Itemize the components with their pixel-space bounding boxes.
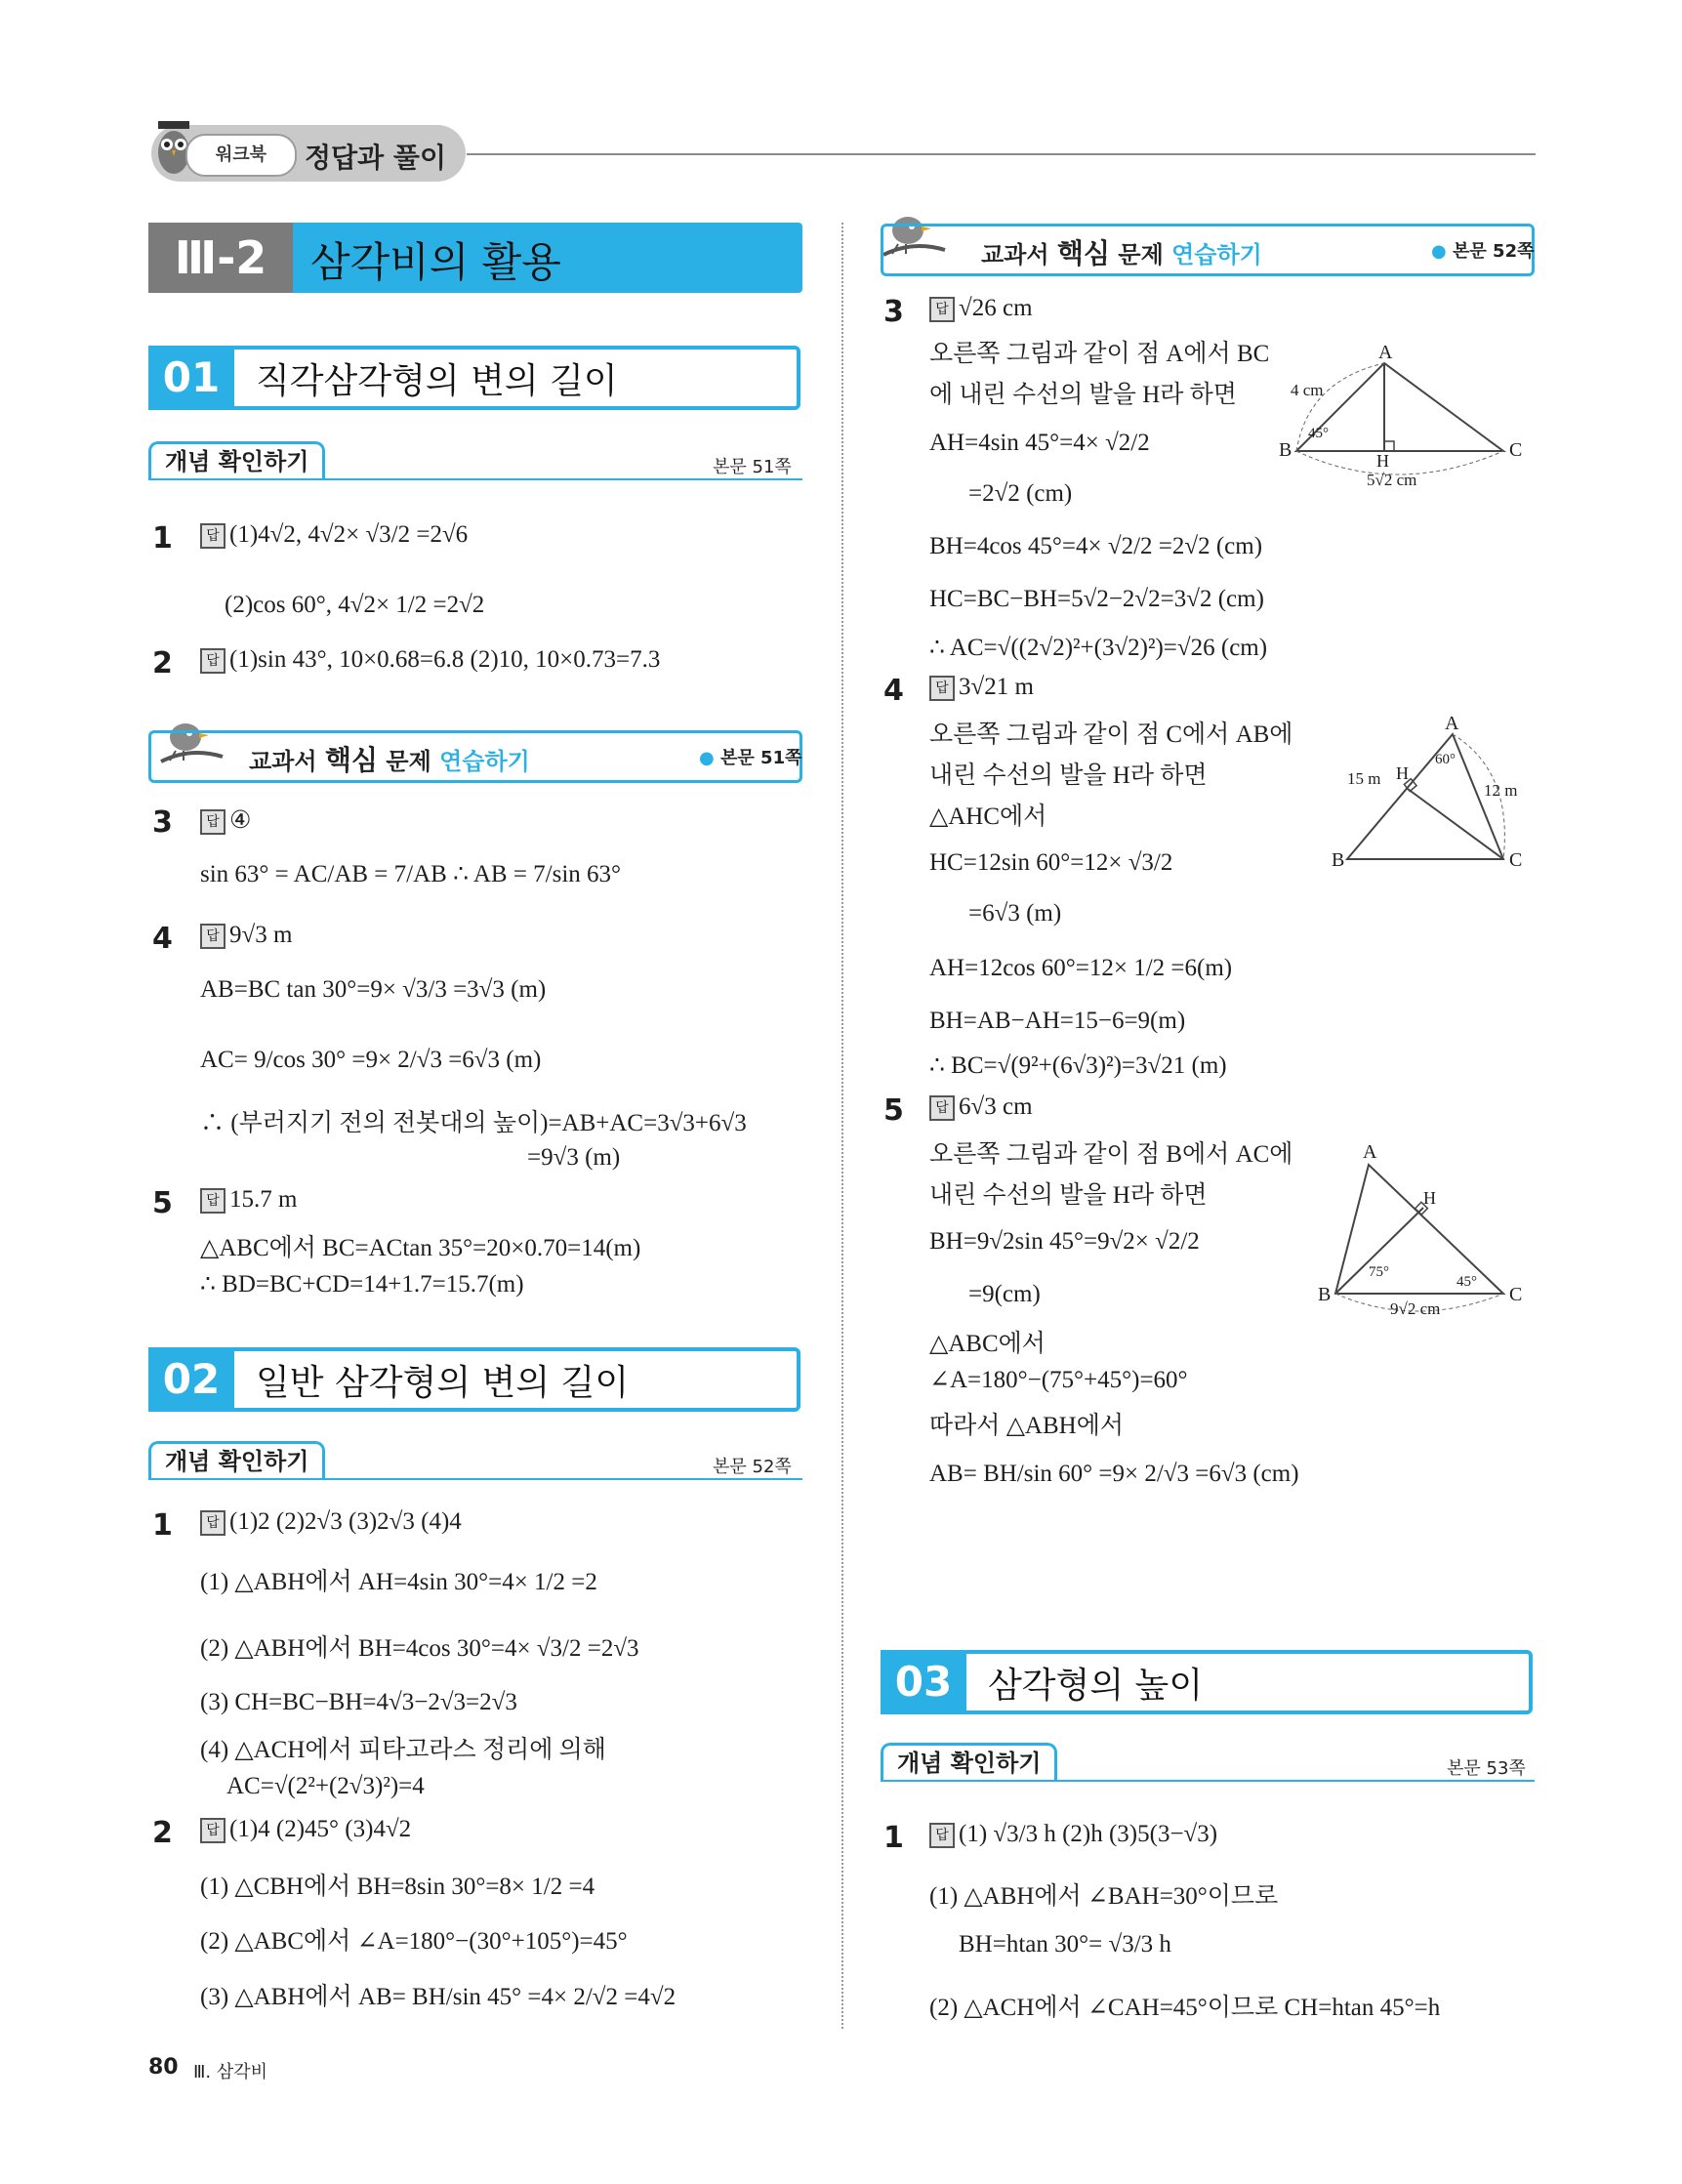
section-02-title: 일반 삼각형의 변의 길이 bbox=[256, 1363, 630, 1403]
solution-line: 오른쪽 그림과 같이 점 C에서 AB에 bbox=[929, 721, 1293, 748]
solution-line: AC= 9/cos 30° =9× 2/√3 =6√3 (m) bbox=[200, 1047, 542, 1073]
solution-line: △ABC에서 bbox=[929, 1331, 1046, 1357]
solution-line: 오른쪽 그림과 같이 점 A에서 BC bbox=[929, 341, 1270, 367]
answer-icon: 답 bbox=[929, 676, 955, 701]
section-03-title: 삼각형의 높이 bbox=[988, 1666, 1204, 1706]
page-ref-3: 본문 53쪽 bbox=[1447, 1758, 1526, 1779]
answer-icon: 답 bbox=[200, 1510, 226, 1536]
solution-line: (1) △ABH에서 AH=4sin 30°=4× 1/2 =2 bbox=[200, 1569, 597, 1595]
answer-line: 답 6√3 cm bbox=[929, 1093, 1033, 1121]
section-02-number: 02 bbox=[148, 1347, 234, 1412]
solution-line: 따라서 △ABH에서 bbox=[929, 1413, 1125, 1439]
solution-line: △ABC에서 BC=ACtan 35°=20×0.70=14(m) bbox=[200, 1235, 641, 1261]
solution-line: AH=4sin 45°=4× √2/2 bbox=[929, 430, 1150, 456]
answer-icon: 답 bbox=[200, 523, 226, 549]
solution-line: HC=BC−BH=5√2−2√2=3√2 (cm) bbox=[929, 586, 1264, 612]
solution-line: ∴ BC=√(9²+(6√3)²)=3√21 (m) bbox=[929, 1052, 1227, 1079]
problem-number: 3 bbox=[152, 805, 173, 840]
practice-ref-1: ● 본문 51쪽 bbox=[699, 748, 802, 768]
solution-line: sin 63° = AC/AB = 7/AB ∴ AB = 7/sin 63° bbox=[200, 861, 622, 887]
practice-title-1: 교과서 핵심 문제 연습하기 bbox=[249, 744, 530, 776]
section-03-box bbox=[881, 1650, 1533, 1714]
column-divider bbox=[841, 223, 843, 2029]
chapter-label: Ⅲ. 삼각비 bbox=[193, 2062, 268, 2082]
solution-line: ∴ BD=BC+CD=14+1.7=15.7(m) bbox=[200, 1271, 524, 1298]
problem-number: 5 bbox=[152, 1186, 173, 1220]
tab-rule-2 bbox=[148, 1478, 802, 1480]
solution-line: =6√3 (m) bbox=[968, 900, 1062, 927]
solution-line: (1) △ABH에서 ∠BAH=30°이므로 bbox=[929, 1883, 1279, 1910]
solution-line: AB=BC tan 30°=9× √3/3 =3√3 (m) bbox=[200, 976, 547, 1003]
solution-line: BH=9√2sin 45°=9√2× √2/2 bbox=[929, 1228, 1200, 1255]
solution-line: =9(cm) bbox=[968, 1281, 1041, 1307]
solution-line: =2√2 (cm) bbox=[968, 480, 1073, 507]
answer-icon: 답 bbox=[200, 648, 226, 674]
problem-number: 4 bbox=[152, 922, 173, 956]
unit-title: 삼각비의 활용 bbox=[310, 238, 561, 286]
solution-line: △AHC에서 bbox=[929, 804, 1047, 830]
answer-line: 답 (1)4√2, 4√2× √3/2 =2√6 bbox=[200, 521, 468, 549]
concept-tab-1: 개념 확인하기 bbox=[148, 441, 325, 479]
answer-line: 답 (1)sin 43°, 10×0.68=6.8 (2)10, 10×0.73=7.3 bbox=[200, 646, 660, 674]
solution-line: 오른쪽 그림과 같이 점 B에서 AC에 bbox=[929, 1141, 1293, 1168]
triangle-figure-4: A B C H 15 m 12 m 60° bbox=[1332, 713, 1523, 871]
unit-number: Ⅲ-2 bbox=[148, 223, 293, 293]
solution-line: 내린 수선의 발을 H라 하면 bbox=[929, 1182, 1208, 1209]
triangle-figure-3: A B C H 4 cm 45° 5√2 cm bbox=[1279, 342, 1523, 489]
page-number: 80 bbox=[148, 2055, 179, 2080]
problem-number: 1 bbox=[152, 521, 173, 556]
answer-icon: 답 bbox=[200, 1188, 226, 1214]
solution-line: AH=12cos 60°=12× 1/2 =6(m) bbox=[929, 955, 1233, 981]
solution-line: (2) △ABC에서 ∠A=180°−(30°+105°)=45° bbox=[200, 1928, 628, 1955]
triangle-figure-5: A B C H 75° 45° 9√2 cm bbox=[1318, 1141, 1523, 1318]
solution-line: (4) △ACH에서 피타고라스 정리에 의해 bbox=[200, 1737, 606, 1763]
solution-line: BH=AB−AH=15−6=9(m) bbox=[929, 1008, 1186, 1034]
problem-number: 3 bbox=[883, 295, 904, 329]
solution-line: HC=12sin 60°=12× √3/2 bbox=[929, 849, 1173, 876]
solution-line: (3) CH=BC−BH=4√3−2√3=2√3 bbox=[200, 1689, 517, 1715]
tab-rule-1 bbox=[148, 478, 802, 480]
solution-line: AC=√(2²+(2√3)²)=4 bbox=[226, 1773, 425, 1799]
solution-line: ∴ (부러지기 전의 전봇대의 높이)=AB+AC=3√3+6√3 bbox=[200, 1110, 747, 1136]
answer-line: 답 ④ bbox=[200, 805, 251, 835]
problem-number: 2 bbox=[152, 646, 173, 680]
solution-line: (2)cos 60°, 4√2× 1/2 =2√2 bbox=[225, 592, 485, 618]
problem-number: 4 bbox=[883, 674, 904, 708]
tab-rule-3 bbox=[881, 1780, 1535, 1782]
problem-number: 1 bbox=[883, 1821, 904, 1855]
practice-ref-2: ● 본문 52쪽 bbox=[1431, 241, 1535, 262]
answer-icon: 답 bbox=[929, 1095, 955, 1121]
header-rule bbox=[467, 153, 1536, 155]
solution-line: 내린 수선의 발을 H라 하면 bbox=[929, 762, 1208, 789]
solution-line: (1) △CBH에서 BH=8sin 30°=8× 1/2 =4 bbox=[200, 1874, 595, 1900]
answer-icon: 답 bbox=[200, 1818, 226, 1843]
answer-line: 답 3√21 m bbox=[929, 674, 1034, 701]
solution-line: 에 내린 수선의 발을 H라 하면 bbox=[929, 382, 1237, 408]
answer-line: 답 (1)2 (2)2√3 (3)2√3 (4)4 bbox=[200, 1508, 462, 1536]
answer-line: 답 9√3 m bbox=[200, 922, 292, 949]
solution-line: AB= BH/sin 60° =9× 2/√3 =6√3 (cm) bbox=[929, 1461, 1299, 1487]
section-03-number: 03 bbox=[881, 1650, 966, 1714]
solution-line: (3) △ABH에서 AB= BH/sin 45° =4× 2/√2 =4√2 bbox=[200, 1984, 677, 2010]
practice-title-2: 교과서 핵심 문제 연습하기 bbox=[981, 237, 1262, 269]
concept-tab-3: 개념 확인하기 bbox=[881, 1743, 1057, 1781]
concept-tab-2: 개념 확인하기 bbox=[148, 1441, 325, 1479]
solution-line: (2) △ABH에서 BH=4cos 30°=4× √3/2 =2√3 bbox=[200, 1635, 639, 1662]
section-01-number: 01 bbox=[148, 346, 234, 410]
page-ref-2: 본문 52쪽 bbox=[713, 1457, 792, 1477]
solution-line: BH=htan 30°= √3/3 h bbox=[959, 1931, 1171, 1957]
problem-number: 5 bbox=[883, 1093, 904, 1128]
solution-line: ∠A=180°−(75°+45°)=60° bbox=[929, 1367, 1188, 1393]
answer-line: 답 15.7 m bbox=[200, 1186, 297, 1214]
answer-line: 답 (1)4 (2)45° (3)4√2 bbox=[200, 1816, 411, 1843]
solution-line: (2) △ACH에서 ∠CAH=45°이므로 CH=htan 45°=h bbox=[929, 1995, 1441, 2021]
header-title: 정답과 풀이 bbox=[305, 142, 446, 174]
solution-line: BH=4cos 45°=4× √2/2 =2√2 (cm) bbox=[929, 533, 1263, 559]
workbook-badge: 워크북 bbox=[185, 134, 297, 177]
problem-number: 2 bbox=[152, 1816, 173, 1850]
solution-line: ∴ AC=√((2√2)²+(3√2)²)=√26 (cm) bbox=[929, 635, 1268, 661]
answer-icon: 답 bbox=[200, 924, 226, 949]
problem-number: 1 bbox=[152, 1508, 173, 1543]
page-ref-1: 본문 51쪽 bbox=[713, 457, 792, 477]
answer-icon: 답 bbox=[200, 809, 226, 835]
answer-icon: 답 bbox=[929, 1823, 955, 1848]
answer-line: 답 (1) √3/3 h (2)h (3)5(3−√3) bbox=[929, 1821, 1217, 1848]
solution-line: =9√3 (m) bbox=[527, 1144, 621, 1171]
answer-line: 답 √26 cm bbox=[929, 295, 1033, 322]
answer-icon: 답 bbox=[929, 297, 955, 322]
section-01-title: 직각삼각형의 변의 길이 bbox=[256, 361, 618, 401]
